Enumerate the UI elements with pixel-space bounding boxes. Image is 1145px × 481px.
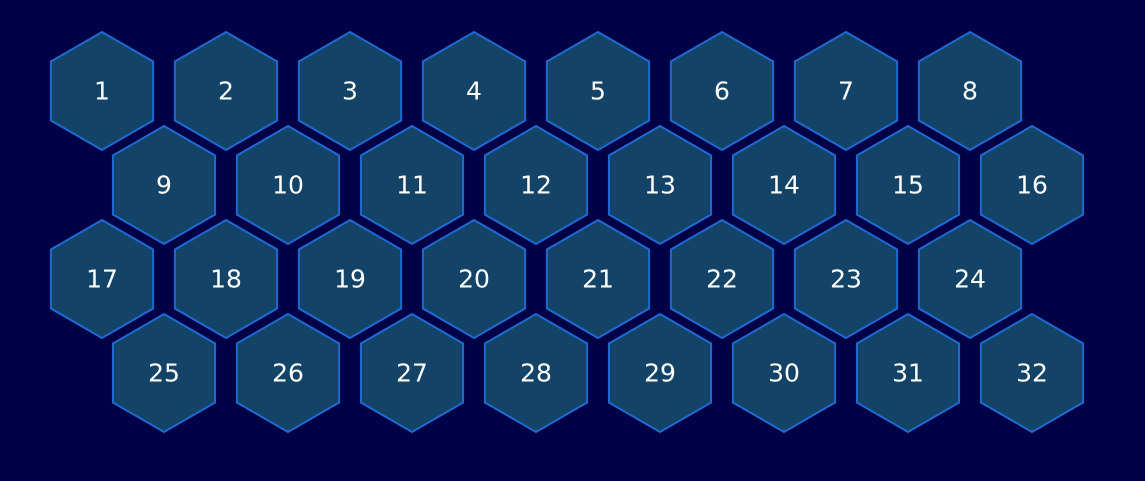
hex-cell-10[interactable]: [237, 126, 339, 244]
hex-cell-5[interactable]: [547, 32, 649, 150]
hex-label: 26: [272, 358, 304, 388]
hex-cell-14[interactable]: [733, 126, 835, 244]
hex-label: 27: [396, 358, 428, 388]
hex-label: 23: [830, 264, 862, 294]
hex-cell-23[interactable]: [795, 220, 897, 338]
hex-cell-29[interactable]: [609, 314, 711, 432]
hex-cell-18[interactable]: [175, 220, 277, 338]
hex-label: 3: [342, 76, 358, 106]
hex-cell-22[interactable]: [671, 220, 773, 338]
hex-label: 32: [1016, 358, 1048, 388]
hex-cell-11[interactable]: [361, 126, 463, 244]
hex-label: 24: [954, 264, 986, 294]
hex-label: 20: [458, 264, 490, 294]
hex-label: 4: [466, 76, 482, 106]
hex-cell-26[interactable]: [237, 314, 339, 432]
hex-cell-21[interactable]: [547, 220, 649, 338]
hex-label: 17: [86, 264, 118, 294]
hex-label: 12: [520, 170, 552, 200]
hex-cell-19[interactable]: [299, 220, 401, 338]
hex-cell-3[interactable]: [299, 32, 401, 150]
hex-label: 25: [148, 358, 180, 388]
hex-cell-16[interactable]: [981, 126, 1083, 244]
hex-cell-27[interactable]: [361, 314, 463, 432]
hex-label: 30: [768, 358, 800, 388]
hex-label: 2: [218, 76, 234, 106]
hex-cell-12[interactable]: [485, 126, 587, 244]
hex-cell-4[interactable]: [423, 32, 525, 150]
hex-cell-17[interactable]: [51, 220, 153, 338]
hex-cell-28[interactable]: [485, 314, 587, 432]
hex-label: 29: [644, 358, 676, 388]
hex-label: 15: [892, 170, 924, 200]
hex-cell-24[interactable]: [919, 220, 1021, 338]
hex-cell-7[interactable]: [795, 32, 897, 150]
hex-cell-8[interactable]: [919, 32, 1021, 150]
hex-cell-6[interactable]: [671, 32, 773, 150]
hex-label: 31: [892, 358, 924, 388]
hex-label: 9: [156, 170, 172, 200]
hex-label: 22: [706, 264, 738, 294]
hex-cell-9[interactable]: [113, 126, 215, 244]
hex-label: 5: [590, 76, 606, 106]
hex-label: 18: [210, 264, 242, 294]
hex-cell-2[interactable]: [175, 32, 277, 150]
hex-cell-32[interactable]: [981, 314, 1083, 432]
hex-label: 13: [644, 170, 676, 200]
hex-label: 19: [334, 264, 366, 294]
hex-cell-15[interactable]: [857, 126, 959, 244]
hex-label: 6: [714, 76, 730, 106]
hex-cell-20[interactable]: [423, 220, 525, 338]
hex-cell-1[interactable]: [51, 32, 153, 150]
hex-label: 1: [94, 76, 110, 106]
hex-cell-13[interactable]: [609, 126, 711, 244]
hex-cell-31[interactable]: [857, 314, 959, 432]
hex-label: 28: [520, 358, 552, 388]
hex-label: 8: [962, 76, 978, 106]
hex-label: 21: [582, 264, 614, 294]
hex-cell-30[interactable]: [733, 314, 835, 432]
hex-label: 14: [768, 170, 800, 200]
hex-label: 16: [1016, 170, 1048, 200]
hex-cell-25[interactable]: [113, 314, 215, 432]
hex-label: 11: [396, 170, 428, 200]
hex-label: 7: [838, 76, 854, 106]
hex-label: 10: [272, 170, 304, 200]
